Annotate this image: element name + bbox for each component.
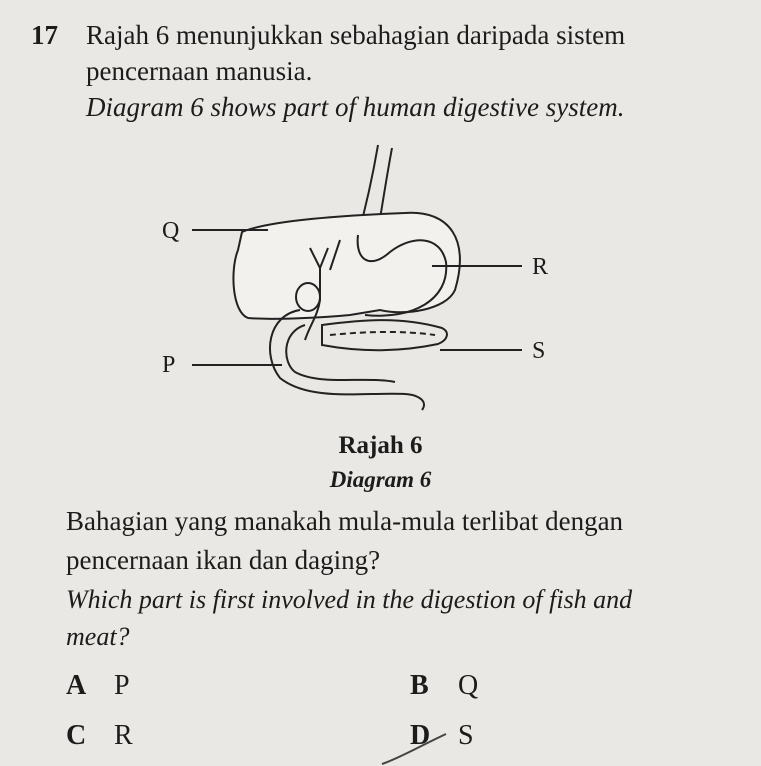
option-d-letter: D — [410, 720, 431, 751]
option-b-letter: B — [410, 670, 429, 701]
option-c-letter: C — [66, 720, 87, 751]
duodenum-outer — [270, 310, 424, 410]
option-a[interactable] — [66, 670, 130, 702]
option-d-text: S — [458, 720, 474, 751]
gall-bladder — [296, 283, 320, 311]
prompt-malay-line-2: pencernaan ikan dan daging? — [66, 545, 381, 575]
prompt-english-line-1: Which part is first involved in the digestion of fish and — [66, 585, 633, 614]
option-c-text: R — [114, 720, 133, 751]
prompt-malay-line-1: Bahagian yang manakah mula-mula terlibat dengan — [66, 506, 624, 536]
diagram-caption-english: Diagram 6 — [329, 467, 432, 492]
option-a-letter: A — [66, 670, 87, 701]
prompt-english-line-2: meat? — [66, 622, 130, 651]
label-r: R — [532, 254, 549, 280]
diagram-caption-malay: Rajah 6 — [338, 432, 423, 459]
option-b-text: Q — [458, 670, 479, 701]
option-a-text: P — [114, 670, 130, 701]
pencil-mark — [380, 730, 460, 766]
option-c[interactable] — [66, 720, 133, 752]
digestive-system-diagram — [150, 140, 570, 425]
option-b[interactable] — [410, 670, 478, 702]
pancreas-outline — [322, 320, 447, 350]
question-number: 17 — [31, 20, 58, 50]
question-english-line-1: Diagram 6 shows part of human digestive system. — [86, 92, 625, 122]
label-p: P — [162, 352, 176, 378]
question-malay-line-1: Rajah 6 menunjukkan sebahagian daripada sistem — [86, 20, 626, 50]
label-q: Q — [162, 218, 180, 244]
digestive-system-drawing — [150, 140, 570, 425]
label-s: S — [532, 338, 546, 364]
question-malay-line-2: pencernaan manusia. — [86, 56, 313, 86]
pancreatic-duct — [330, 332, 435, 335]
